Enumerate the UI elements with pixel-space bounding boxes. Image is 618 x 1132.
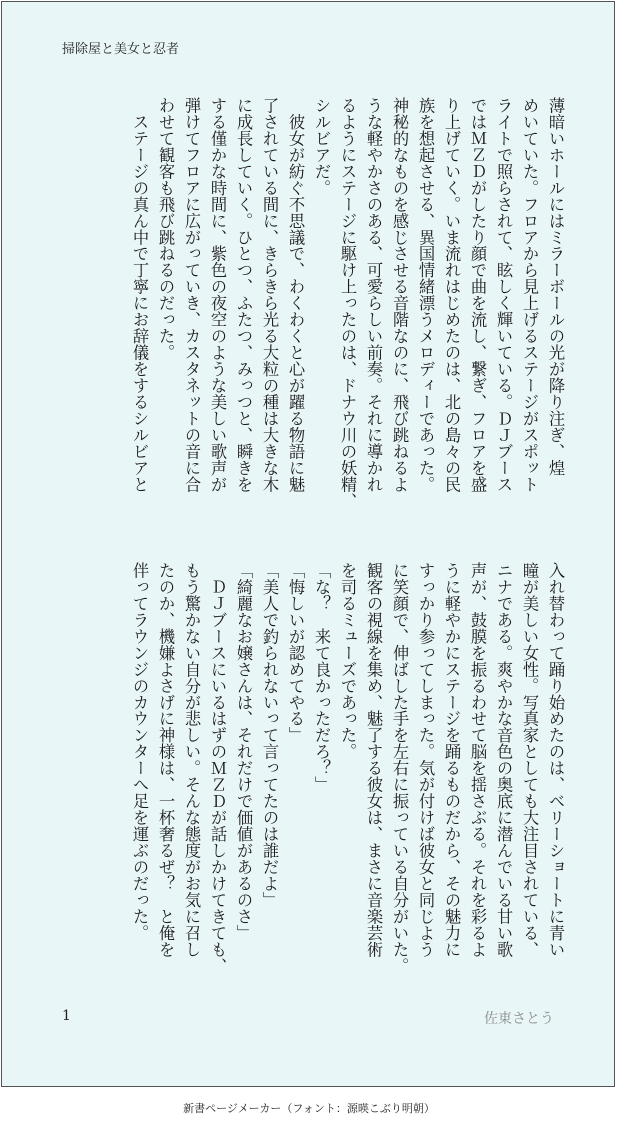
text-line: 伴ってラウンジのカウンターへ足を運ぶのだった。 — [130, 562, 149, 942]
text-line: 彼女が紡ぐ不思議で、わくわくと心が躍る物語に魅 — [286, 97, 305, 493]
text-line: すっかり参ってしまった。気が付けば彼女と同じよう — [416, 562, 435, 958]
text-line: もう驚かない自分が悲しい。そんな態度がお気に召し — [182, 562, 201, 958]
text-line: り上げていく。いま流れはじめたのは、北の島々の民 — [442, 97, 461, 493]
text-line: 「美人で釣られないって言ってたのは誰だよ」 — [260, 562, 279, 909]
text-line: 弾けてフロアに広がっていき、カスタネットの音に合 — [182, 97, 201, 493]
text-line: うな軽やかさのある、可愛らしい前奏。それに導かれ — [364, 97, 383, 493]
text-line: たのか、機嫌よさげに神様は、一杯奢るぜ？ と俺を — [156, 562, 175, 958]
book-title: 掃除屋と美女と忍者 — [62, 42, 180, 57]
text-line: ではＭＺＤがしたり顔で曲を流し、繋ぎ、フロアを盛 — [468, 97, 487, 493]
text-line: ＤＪブースにいるはずのＭＺＤが話しかけてきても、 — [208, 562, 227, 975]
text-line: 「な？ 来て良かっただろ？」 — [312, 562, 331, 793]
text-line: 瞳が美しい女性。写真家としても大注目されている、 — [520, 562, 539, 958]
author-name: 佐東さとう — [484, 1011, 554, 1027]
bottom-text-block — [126, 562, 568, 982]
text-line: 了されている間に、きらきら光る大粒の種は大きな木 — [260, 97, 279, 493]
text-line: ライトで照らされて、眩しく輝いている。ＤＪブース — [494, 97, 513, 493]
text-line: 神秘的なものを感じさせる音階なのに、飛び跳ねるよ — [390, 97, 409, 493]
text-line: るようにステージに駆け上ったのは、ドナウ川の妖精、 — [338, 97, 357, 510]
text-line: 観客の視線を集め、魅了する彼女は、まさに音楽芸術 — [364, 562, 383, 958]
text-line: 入れ替わって踊り始めたのは、ベリーショートに青い — [546, 562, 565, 958]
text-line: うに軽やかにステージを踊るものだから、その魅力に — [442, 562, 461, 958]
text-line: 「綺麗なお嬢さんは、それだけで価値があるのさ」 — [234, 562, 253, 942]
text-line: ステージの真ん中で丁寧にお辞儀をするシルビアと — [130, 97, 149, 493]
top-text-block — [126, 97, 568, 537]
text-line: 薄暗いホールにはミラーボールの光が降り注ぎ、煌 — [546, 97, 565, 477]
page-number: 1 — [62, 1008, 71, 1024]
text-line: 声が、鼓膜を振るわせて脳を揺さぶる。それを彩るよ — [468, 562, 487, 958]
footer-credit: 新書ページメーカー（フォント：源暎こぶり明朝） — [183, 1102, 435, 1115]
text-line: めいていた。フロアから見上げるステージがスポット — [520, 97, 539, 493]
text-line: を司るミューズであった。 — [338, 562, 357, 760]
book-page — [1, 1, 615, 1087]
text-line: に成長していく。ひとつ、ふたつ、みっつと、瞬きを — [234, 97, 253, 493]
text-line: 「悔しいが認めてやる」 — [286, 562, 305, 744]
text-line: わせて観客も飛び跳ねるのだった。 — [156, 97, 175, 361]
text-line: する僅かな時間に、紫色の夜空のような美しい歌声が — [208, 97, 227, 493]
text-line: ニナである。爽やかな音色の奥底に潜んでいる甘い歌 — [494, 562, 513, 958]
text-line: シルビアだ。 — [312, 97, 331, 196]
text-line: 族を想起させる、異国情緒漂うメロディーであった。 — [416, 97, 435, 493]
text-line: に笑顔で、伸ばした手を左右に振っている自分がいた。 — [390, 562, 409, 975]
